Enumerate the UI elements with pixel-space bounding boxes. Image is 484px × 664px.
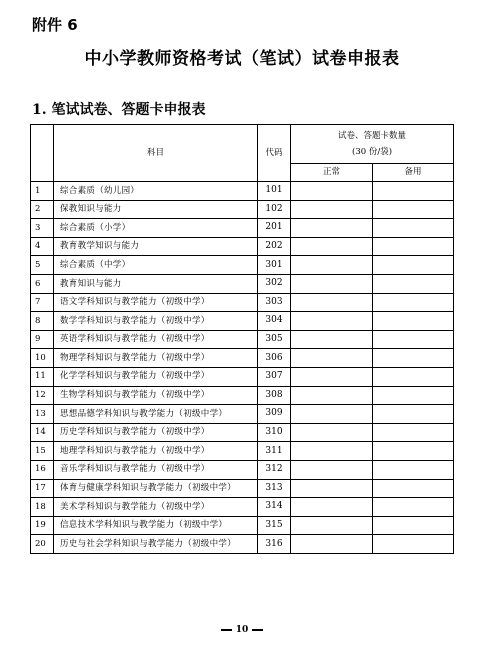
subject-code: 202 — [258, 237, 291, 256]
header-quantity-unit: (30 份/袋) — [352, 147, 393, 157]
normal-quantity-cell[interactable] — [291, 256, 373, 275]
normal-quantity-cell[interactable] — [291, 293, 373, 312]
spare-quantity-cell[interactable] — [373, 535, 454, 554]
normal-quantity-cell[interactable] — [291, 312, 373, 331]
row-number: 5 — [31, 256, 54, 275]
subject-name: 教育教学知识与能力 — [54, 237, 258, 256]
row-number: 15 — [31, 442, 54, 461]
row-number: 16 — [31, 460, 54, 479]
spare-quantity-cell[interactable] — [373, 274, 454, 293]
section-heading: 1. 笔试试卷、答题卡申报表 — [32, 102, 206, 118]
table-row — [31, 219, 454, 238]
row-number: 2 — [31, 200, 54, 219]
spare-quantity-cell[interactable] — [373, 349, 454, 368]
subject-code: 312 — [258, 460, 291, 479]
normal-quantity-cell[interactable] — [291, 460, 373, 479]
page-number: 10 — [235, 625, 249, 635]
header-subject: 科目 — [54, 125, 258, 182]
subject-code: 311 — [258, 442, 291, 461]
header-spare: 备用 — [373, 164, 454, 182]
normal-quantity-cell[interactable] — [291, 386, 373, 405]
row-number: 20 — [31, 535, 54, 554]
subject-name: 数学学科知识与教学能力（初级中学） — [54, 312, 258, 331]
subject-name: 英语学科知识与教学能力（初级中学） — [54, 330, 258, 349]
subject-name: 教育知识与能力 — [54, 274, 258, 293]
subject-code: 307 — [258, 367, 291, 386]
spare-quantity-cell[interactable] — [373, 423, 454, 442]
table-row — [31, 312, 454, 331]
table-row — [31, 442, 454, 461]
normal-quantity-cell[interactable] — [291, 200, 373, 219]
table-row — [31, 293, 454, 312]
table-row — [31, 330, 454, 349]
subject-code: 310 — [258, 423, 291, 442]
subject-name: 历史与社会学科知识与教学能力（初级中学） — [54, 535, 258, 554]
subject-name: 保教知识与能力 — [54, 200, 258, 219]
footer-dash-left — [221, 629, 232, 631]
table-row — [31, 516, 454, 535]
table-row — [31, 256, 454, 275]
normal-quantity-cell[interactable] — [291, 349, 373, 368]
table-row — [31, 405, 454, 424]
page-footer — [0, 625, 484, 635]
application-table — [30, 124, 454, 554]
table-row — [31, 498, 454, 517]
subject-code: 316 — [258, 535, 291, 554]
header-quantity — [291, 125, 454, 164]
normal-quantity-cell[interactable] — [291, 405, 373, 424]
subject-name: 综合素质（小学） — [54, 219, 258, 238]
normal-quantity-cell[interactable] — [291, 535, 373, 554]
table-row — [31, 423, 454, 442]
row-number: 17 — [31, 479, 54, 498]
subject-name: 化学学科知识与教学能力（初级中学） — [54, 367, 258, 386]
spare-quantity-cell[interactable] — [373, 182, 454, 201]
spare-quantity-cell[interactable] — [373, 405, 454, 424]
spare-quantity-cell[interactable] — [373, 200, 454, 219]
normal-quantity-cell[interactable] — [291, 330, 373, 349]
annex-label: 附件 6 — [32, 16, 78, 34]
spare-quantity-cell[interactable] — [373, 293, 454, 312]
normal-quantity-cell[interactable] — [291, 498, 373, 517]
subject-name: 地理学科知识与教学能力（初级中学） — [54, 442, 258, 461]
subject-code: 305 — [258, 330, 291, 349]
subject-name: 综合素质（幼儿园） — [54, 182, 258, 201]
normal-quantity-cell[interactable] — [291, 367, 373, 386]
table-body — [31, 182, 454, 554]
header-quantity-title: 试卷、答题卡数量 — [338, 130, 407, 141]
subject-name: 美术学科知识与教学能力（初级中学） — [54, 498, 258, 517]
subject-name: 生物学科知识与教学能力（初级中学） — [54, 386, 258, 405]
footer-dash-right — [252, 629, 263, 631]
normal-quantity-cell[interactable] — [291, 274, 373, 293]
row-number: 7 — [31, 293, 54, 312]
subject-name: 思想品德学科知识与教学能力（初级中学） — [54, 405, 258, 424]
table-row — [31, 237, 454, 256]
subject-name: 物理学科知识与教学能力（初级中学） — [54, 349, 258, 368]
header-no-cell — [31, 125, 54, 182]
table-row — [31, 367, 454, 386]
normal-quantity-cell[interactable] — [291, 182, 373, 201]
subject-code: 308 — [258, 386, 291, 405]
table-row — [31, 182, 454, 201]
subject-code: 301 — [258, 256, 291, 275]
spare-quantity-cell[interactable] — [373, 386, 454, 405]
normal-quantity-cell[interactable] — [291, 219, 373, 238]
table-row — [31, 479, 454, 498]
row-number: 4 — [31, 237, 54, 256]
subject-name: 语文学科知识与教学能力（初级中学） — [54, 293, 258, 312]
spare-quantity-cell[interactable] — [373, 219, 454, 238]
subject-code: 313 — [258, 479, 291, 498]
normal-quantity-cell[interactable] — [291, 237, 373, 256]
subject-code: 309 — [258, 405, 291, 424]
spare-quantity-cell[interactable] — [373, 256, 454, 275]
row-number: 14 — [31, 423, 54, 442]
header-code: 代码 — [258, 125, 291, 182]
normal-quantity-cell[interactable] — [291, 442, 373, 461]
row-number: 11 — [31, 367, 54, 386]
subject-code: 302 — [258, 274, 291, 293]
subject-name: 音乐学科知识与教学能力（初级中学） — [54, 460, 258, 479]
subject-name: 体育与健康学科知识与教学能力（初级中学） — [54, 479, 258, 498]
row-number: 8 — [31, 312, 54, 331]
spare-quantity-cell[interactable] — [373, 516, 454, 535]
table-row — [31, 200, 454, 219]
table-row — [31, 349, 454, 368]
subject-code: 102 — [258, 200, 291, 219]
subject-code: 304 — [258, 312, 291, 331]
subject-name: 信息技术学科知识与教学能力（初级中学） — [54, 516, 258, 535]
subject-code: 314 — [258, 498, 291, 517]
header-normal: 正常 — [291, 164, 373, 182]
table-row — [31, 535, 454, 554]
row-number: 6 — [31, 274, 54, 293]
subject-code: 303 — [258, 293, 291, 312]
row-number: 19 — [31, 516, 54, 535]
subject-name: 综合素质（中学） — [54, 256, 258, 275]
subject-code: 315 — [258, 516, 291, 535]
subject-code: 306 — [258, 349, 291, 368]
normal-quantity-cell[interactable] — [291, 423, 373, 442]
table-row — [31, 386, 454, 405]
table-row — [31, 274, 454, 293]
row-number: 12 — [31, 386, 54, 405]
row-number: 1 — [31, 182, 54, 201]
document-title: 中小学教师资格考试（笔试）试卷申报表 — [84, 49, 400, 69]
normal-quantity-cell[interactable] — [291, 516, 373, 535]
spare-quantity-cell[interactable] — [373, 460, 454, 479]
subject-code: 201 — [258, 219, 291, 238]
row-number: 13 — [31, 405, 54, 424]
spare-quantity-cell[interactable] — [373, 479, 454, 498]
spare-quantity-cell[interactable] — [373, 367, 454, 386]
normal-quantity-cell[interactable] — [291, 479, 373, 498]
row-number: 9 — [31, 330, 54, 349]
spare-quantity-cell[interactable] — [373, 442, 454, 461]
row-number: 3 — [31, 219, 54, 238]
spare-quantity-cell[interactable] — [373, 312, 454, 331]
subject-name: 历史学科知识与教学能力（初级中学） — [54, 423, 258, 442]
table-row — [31, 460, 454, 479]
spare-quantity-cell[interactable] — [373, 237, 454, 256]
spare-quantity-cell[interactable] — [373, 498, 454, 517]
subject-code: 101 — [258, 182, 291, 201]
spare-quantity-cell[interactable] — [373, 330, 454, 349]
row-number: 10 — [31, 349, 54, 368]
row-number: 18 — [31, 498, 54, 517]
